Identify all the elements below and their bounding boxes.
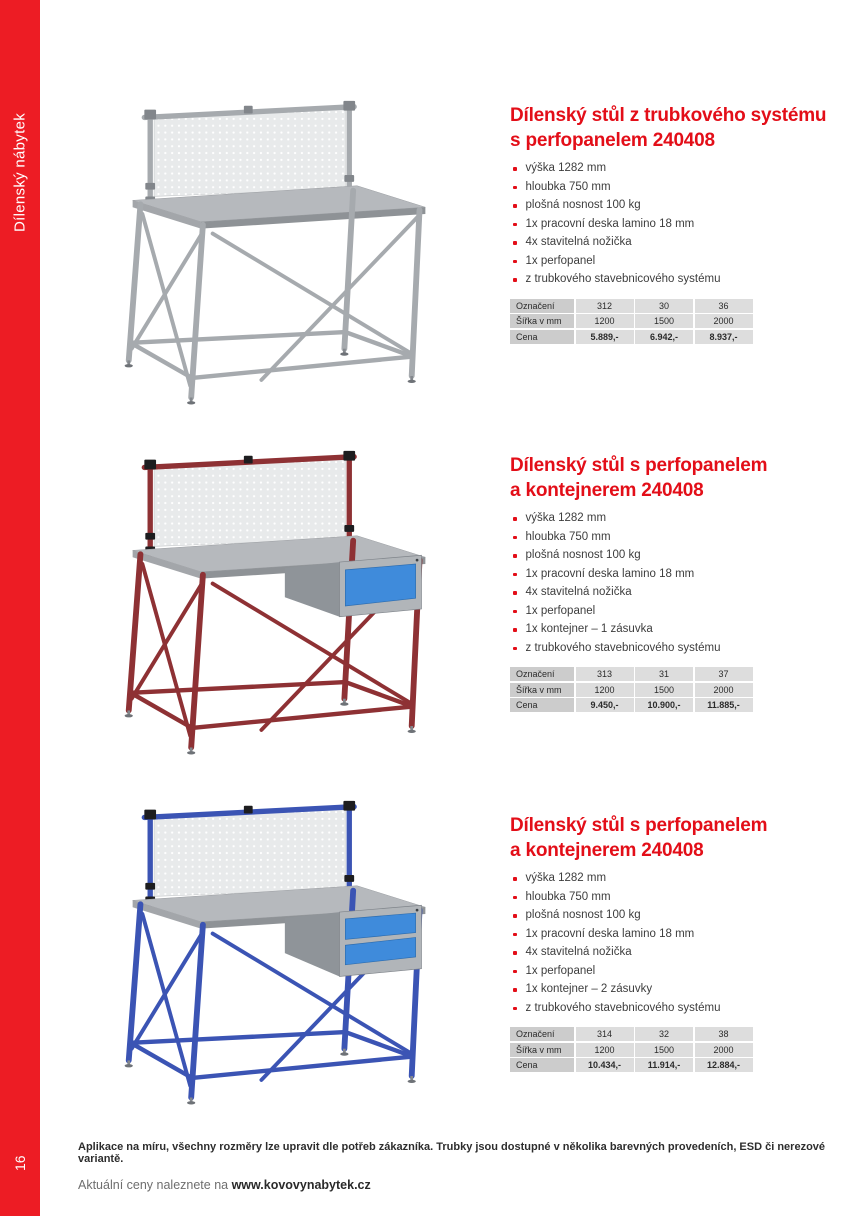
product-title-line1: Dílenský stůl s perfopanelem xyxy=(510,455,768,476)
feature-item xyxy=(510,254,840,273)
bullet-icon xyxy=(513,970,517,974)
feature-item xyxy=(510,982,840,1001)
footer-website-link[interactable]: www.kovovynabytek.cz xyxy=(231,1178,371,1192)
table-cell: Označení xyxy=(510,1027,574,1041)
bullet-icon xyxy=(513,877,517,881)
table-cell: Šířka v mm xyxy=(510,1043,574,1057)
table-cell: 11.914,- xyxy=(635,1058,693,1072)
table-cell: 2000 xyxy=(695,314,753,328)
bullet-icon xyxy=(513,896,517,900)
table-cell: 8.937,- xyxy=(695,330,753,344)
feature-list xyxy=(510,161,840,291)
bullet-icon xyxy=(513,591,517,595)
workbench-illustration xyxy=(93,795,465,1117)
footer-note: Aplikace na míru, všechny rozměry lze upravit dle potřeb zákazníka. Trubky jsou dostupné v několika barevných provedeních, ESD či nerezové variantě. xyxy=(78,1141,826,1165)
feature-list xyxy=(510,511,840,659)
product-section-3 xyxy=(510,813,840,1072)
feature-text: 1x pracovní deska lamino 18 mm xyxy=(525,217,695,230)
feature-item xyxy=(510,198,840,217)
feature-text: plošná nosnost 100 kg xyxy=(525,549,641,561)
feature-item xyxy=(510,161,840,180)
feature-list xyxy=(510,871,840,1019)
bullet-icon xyxy=(513,278,517,282)
table-cell: 313 xyxy=(576,667,634,681)
bullet-icon xyxy=(513,536,517,540)
feature-text: výška 1282 mm xyxy=(525,512,607,524)
table-cell: Označení xyxy=(510,667,574,681)
feature-item xyxy=(510,945,840,964)
table-cell: 30 xyxy=(635,299,693,313)
feature-text: výška 1282 mm xyxy=(525,162,607,174)
price-table xyxy=(510,1027,753,1072)
table-cell: 9.450,- xyxy=(576,698,634,712)
table-cell: 2000 xyxy=(695,683,753,697)
bullet-icon xyxy=(513,628,517,632)
feature-item xyxy=(510,927,840,946)
table-cell: 12.884,- xyxy=(695,1058,753,1072)
feature-text: 4x stavitelná nožička xyxy=(525,236,632,248)
bullet-icon xyxy=(513,167,517,171)
feature-text: 4x stavitelná nožička xyxy=(525,586,632,598)
workbench-illustration xyxy=(93,95,465,417)
table-cell: Cena xyxy=(510,698,574,712)
bullet-icon xyxy=(513,647,517,651)
feature-text: hloubka 750 mm xyxy=(525,890,611,903)
feature-item xyxy=(510,604,840,623)
bullet-icon xyxy=(513,260,517,264)
table-cell: 10.434,- xyxy=(576,1058,634,1072)
workbench-illustration xyxy=(93,445,465,767)
feature-text: výška 1282 mm xyxy=(525,872,607,884)
table-cell: Cena xyxy=(510,1058,574,1072)
table-cell: 5.889,- xyxy=(576,330,634,344)
bullet-icon xyxy=(513,223,517,227)
bullet-icon xyxy=(513,204,517,208)
table-cell: 38 xyxy=(695,1027,753,1041)
feature-item xyxy=(510,585,840,604)
feature-item xyxy=(510,871,840,890)
feature-text: hloubka 750 mm xyxy=(525,530,611,543)
page-number: 16 xyxy=(12,1155,28,1171)
feature-text: 1x perfopanel xyxy=(525,254,596,267)
table-cell: 32 xyxy=(635,1027,693,1041)
bullet-icon xyxy=(513,186,517,190)
product-image-red-workbench xyxy=(93,445,465,767)
table-cell: 6.942,- xyxy=(635,330,693,344)
table-cell: Šířka v mm xyxy=(510,314,574,328)
table-cell: 1500 xyxy=(635,683,693,697)
product-section-2 xyxy=(510,453,840,712)
feature-text: 1x pracovní deska lamino 18 mm xyxy=(525,927,695,940)
bullet-icon xyxy=(513,988,517,992)
feature-text: 1x pracovní deska lamino 18 mm xyxy=(525,567,695,580)
feature-item xyxy=(510,964,840,983)
feature-item xyxy=(510,1001,840,1020)
bullet-icon xyxy=(513,951,517,955)
sidebar-category-label: Dílenský nábytek xyxy=(11,112,29,232)
table-cell: 11.885,- xyxy=(695,698,753,712)
product-title xyxy=(510,813,840,863)
bullet-icon xyxy=(513,933,517,937)
feature-item xyxy=(510,272,840,291)
product-title-line2: s perfopanelem 240408 xyxy=(510,130,715,151)
bullet-icon xyxy=(513,1007,517,1011)
price-table xyxy=(510,667,753,712)
table-cell: 1200 xyxy=(576,314,634,328)
product-title xyxy=(510,103,840,153)
bullet-icon xyxy=(513,554,517,558)
table-cell: 1500 xyxy=(635,1043,693,1057)
table-cell: Označení xyxy=(510,299,574,313)
table-cell: 31 xyxy=(635,667,693,681)
product-title-line2: a kontejnerem 240408 xyxy=(510,480,704,501)
product-title-line2: a kontejnerem 240408 xyxy=(510,840,704,861)
bullet-icon xyxy=(513,610,517,614)
product-section-1 xyxy=(510,103,840,344)
table-cell: 312 xyxy=(576,299,634,313)
table-cell: 1200 xyxy=(576,1043,634,1057)
feature-text: plošná nosnost 100 kg xyxy=(525,909,641,921)
table-cell: 1500 xyxy=(635,314,693,328)
product-image-blue-workbench xyxy=(93,795,465,1117)
feature-item xyxy=(510,641,840,660)
footer-prices-line xyxy=(78,1178,778,1192)
feature-item xyxy=(510,890,840,909)
feature-text: z trubkového stavebnicového systému xyxy=(525,273,721,285)
feature-text: hloubka 750 mm xyxy=(525,180,611,193)
sidebar xyxy=(0,0,40,1216)
feature-item xyxy=(510,530,840,549)
product-title-line1: Dílenský stůl s perfopanelem xyxy=(510,815,768,836)
table-cell: 10.900,- xyxy=(635,698,693,712)
table-cell: 314 xyxy=(576,1027,634,1041)
table-cell: 1200 xyxy=(576,683,634,697)
table-cell: 2000 xyxy=(695,1043,753,1057)
bullet-icon xyxy=(513,241,517,245)
feature-item xyxy=(510,180,840,199)
feature-text: 1x perfopanel xyxy=(525,964,596,977)
bullet-icon xyxy=(513,914,517,918)
feature-text: 1x kontejner – 2 zásuvky xyxy=(525,983,653,995)
feature-text: 4x stavitelná nožička xyxy=(525,946,632,958)
feature-item xyxy=(510,217,840,236)
feature-text: 1x kontejner – 1 zásuvka xyxy=(525,623,653,635)
product-title xyxy=(510,453,840,503)
table-cell: Šířka v mm xyxy=(510,683,574,697)
feature-item xyxy=(510,622,840,641)
price-table xyxy=(510,299,753,344)
product-title-line1: Dílenský stůl z trubkového systému xyxy=(510,105,827,126)
feature-text: z trubkového stavebnicového systému xyxy=(525,1001,721,1014)
footer-prices-prefix: Aktuální ceny naleznete na xyxy=(78,1178,232,1192)
feature-text: 1x perfopanel xyxy=(525,604,596,617)
bullet-icon xyxy=(513,573,517,577)
feature-text: plošná nosnost 100 kg xyxy=(525,199,641,211)
feature-item xyxy=(510,567,840,586)
table-cell: 37 xyxy=(695,667,753,681)
table-cell: Cena xyxy=(510,330,574,344)
bullet-icon xyxy=(513,517,517,521)
feature-item xyxy=(510,548,840,567)
feature-item xyxy=(510,511,840,530)
feature-text: z trubkového stavebnicového systému xyxy=(525,641,721,654)
product-image-grey-workbench xyxy=(93,95,465,417)
feature-item xyxy=(510,908,840,927)
table-cell: 36 xyxy=(695,299,753,313)
feature-item xyxy=(510,235,840,254)
